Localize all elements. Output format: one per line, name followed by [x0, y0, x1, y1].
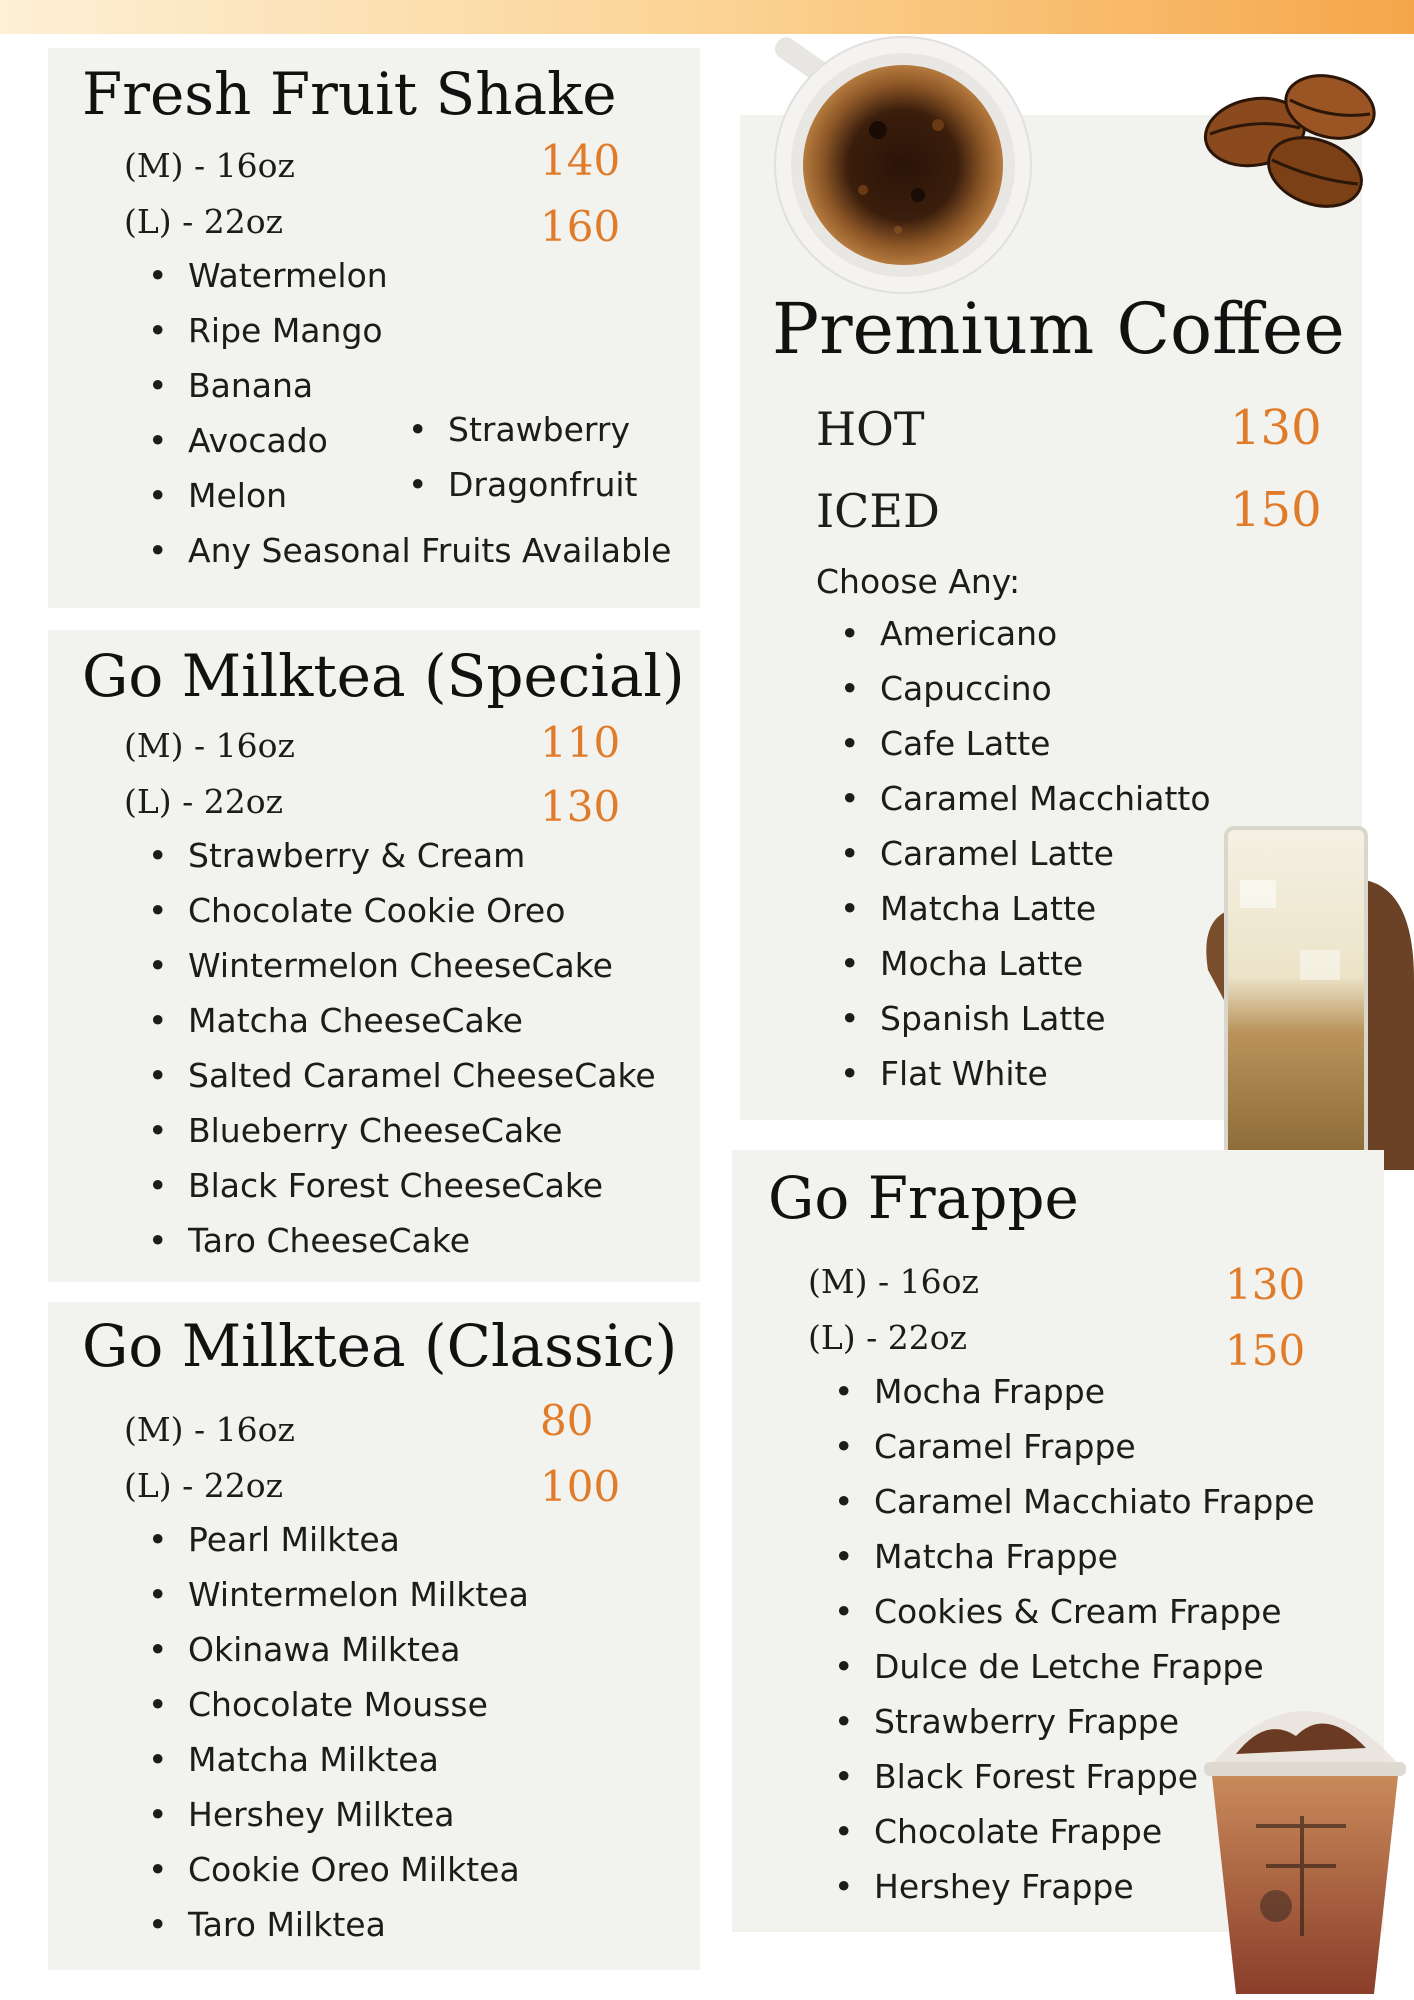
shake-price-large: 160: [540, 202, 621, 251]
list-item: • Salted Caramel CheeseCake: [148, 1056, 656, 1111]
list-item: • Chocolate Cookie Oreo: [148, 891, 656, 946]
coffee-variety-list: [840, 614, 1211, 1109]
list-item: • Strawberry: [408, 410, 637, 465]
list-item: • Matcha Milktea: [148, 1740, 529, 1795]
coffee-option-iced: ICED: [816, 484, 940, 538]
list-item: • Mocha Frappe: [834, 1372, 1315, 1427]
list-item: • Strawberry Frappe: [834, 1702, 1315, 1757]
shake-size-medium: (M) - 16oz: [124, 146, 295, 185]
list-item: • Cookie Oreo Milktea: [148, 1850, 529, 1905]
shake-price-medium: 140: [540, 136, 621, 185]
list-item: • Caramel Macchiatto: [840, 779, 1211, 834]
list-item: • Any Seasonal Fruits Available: [148, 531, 671, 586]
list-item: • Melon: [148, 476, 671, 531]
list-item: • Okinawa Milktea: [148, 1630, 529, 1685]
coffee-option-hot: HOT: [816, 402, 925, 456]
shake-size-large: (L) - 22oz: [124, 202, 284, 241]
list-item: • Blueberry CheeseCake: [148, 1111, 656, 1166]
list-item: • Hershey Milktea: [148, 1795, 529, 1850]
frappe-cup-image: [1196, 1676, 1414, 2000]
list-item: • Spanish Latte: [840, 999, 1211, 1054]
list-item: • Caramel Macchiato Frappe: [834, 1482, 1315, 1537]
list-item: • Dulce de Letche Frappe: [834, 1647, 1315, 1702]
list-item: • Chocolate Mousse: [148, 1685, 529, 1740]
special-price-medium: 110: [540, 718, 621, 767]
special-size-medium: (M) - 16oz: [124, 726, 295, 765]
list-item: • Americano: [840, 614, 1211, 669]
list-item: • Cafe Latte: [840, 724, 1211, 779]
list-item: • Wintermelon CheeseCake: [148, 946, 656, 1001]
milktea-classic-title: Go Milktea (Classic): [82, 1312, 678, 1380]
list-item: • Matcha Frappe: [834, 1537, 1315, 1592]
list-item: • Capuccino: [840, 669, 1211, 724]
list-item: • Hershey Frappe: [834, 1867, 1315, 1922]
top-accent-bar: [0, 0, 1414, 34]
classic-size-large: (L) - 22oz: [124, 1466, 284, 1505]
list-item: • Banana: [148, 366, 671, 421]
frappe-price-medium: 130: [1225, 1260, 1306, 1309]
list-item: • Dragonfruit: [408, 465, 637, 520]
special-price-large: 130: [540, 782, 621, 831]
list-item: • Chocolate Frappe: [834, 1812, 1315, 1867]
classic-price-large: 100: [540, 1462, 621, 1511]
list-item: • Caramel Latte: [840, 834, 1211, 889]
list-item: • Flat White: [840, 1054, 1211, 1109]
list-item: • Black Forest CheeseCake: [148, 1166, 656, 1221]
coffee-price-iced: 150: [1230, 482, 1322, 538]
classic-price-medium: 80: [540, 1396, 594, 1445]
list-item: • Ripe Mango: [148, 311, 671, 366]
list-item: • Wintermelon Milktea: [148, 1575, 529, 1630]
list-item: • Black Forest Frappe: [834, 1757, 1315, 1812]
list-item: • Taro CheeseCake: [148, 1221, 656, 1276]
milktea-special-title: Go Milktea (Special): [82, 642, 685, 710]
shake-flavor-list-right: [408, 410, 637, 520]
list-item: • Avocado: [148, 421, 671, 476]
coffee-beans-image: [1190, 62, 1390, 217]
classic-size-medium: (M) - 16oz: [124, 1410, 295, 1449]
go-frappe-title: Go Frappe: [768, 1164, 1079, 1232]
fresh-fruit-shake-title: Fresh Fruit Shake: [82, 60, 617, 128]
list-item: • Strawberry & Cream: [148, 836, 656, 891]
list-item: • Watermelon: [148, 256, 671, 311]
list-item: • Pearl Milktea: [148, 1520, 529, 1575]
list-item: • Matcha Latte: [840, 889, 1211, 944]
premium-coffee-title: Premium Coffee: [772, 288, 1345, 370]
frappe-price-large: 150: [1225, 1326, 1306, 1375]
special-size-large: (L) - 22oz: [124, 782, 284, 821]
classic-flavor-list: [148, 1520, 529, 1960]
coffee-cup-image: [768, 30, 1038, 300]
list-item: • Caramel Frappe: [834, 1427, 1315, 1482]
frappe-size-medium: (M) - 16oz: [808, 1262, 979, 1301]
list-item: • Taro Milktea: [148, 1905, 529, 1960]
special-flavor-list: [148, 836, 656, 1276]
coffee-price-hot: 130: [1230, 400, 1322, 456]
list-item: • Mocha Latte: [840, 944, 1211, 999]
frappe-size-large: (L) - 22oz: [808, 1318, 968, 1357]
list-item: • Matcha CheeseCake: [148, 1001, 656, 1056]
list-item: • Cookies & Cream Frappe: [834, 1592, 1315, 1647]
coffee-choose-label: Choose Any:: [816, 562, 1021, 601]
iced-latte-image: [1200, 820, 1414, 1170]
